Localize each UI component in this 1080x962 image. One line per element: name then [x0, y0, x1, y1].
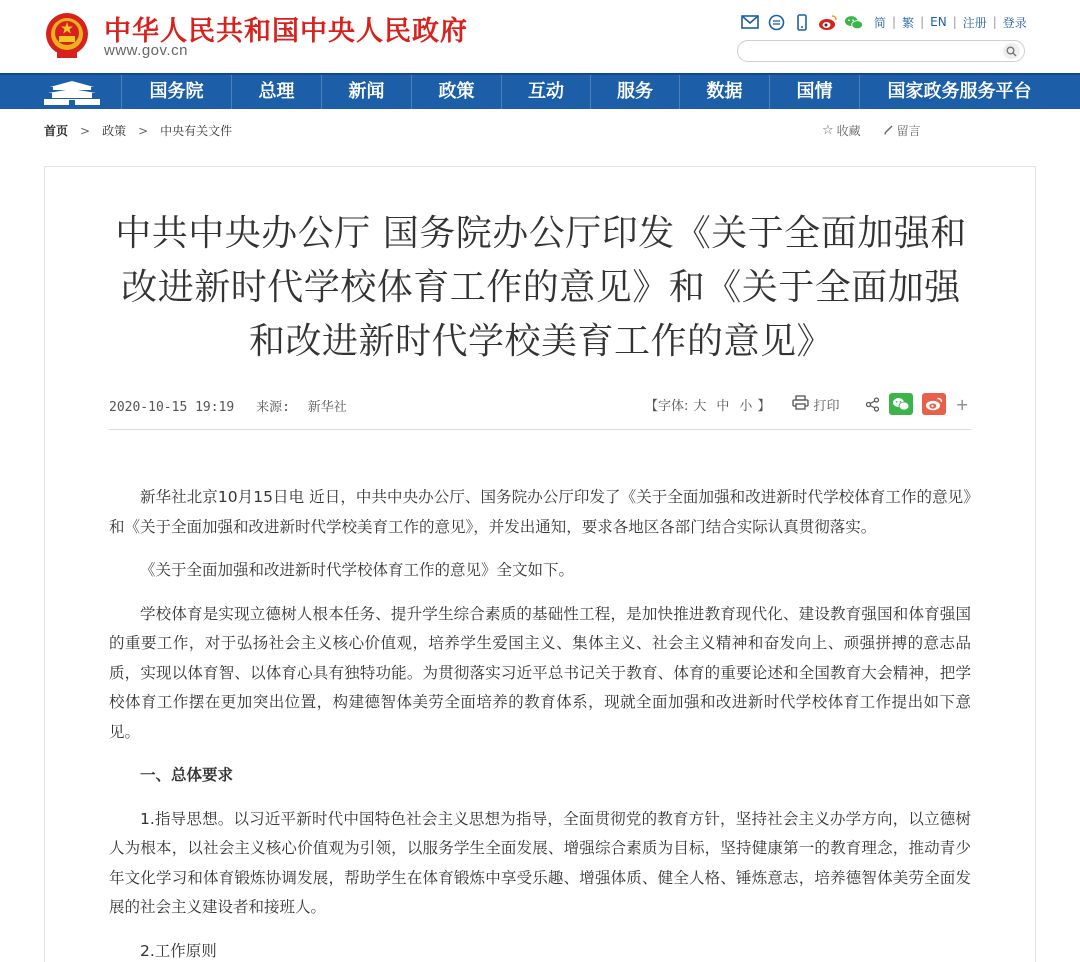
print-button[interactable] [792, 395, 839, 414]
chevron-right-icon: > [80, 123, 91, 138]
title-line: 改进新时代学校体育工作的意见》和《关于全面加强 [121, 267, 961, 308]
site-title[interactable]: 中华人民共和国中央人民政府 [104, 16, 468, 47]
source-label: 来源: [256, 400, 290, 415]
main-nav [0, 73, 1080, 109]
share-wechat-icon[interactable] [889, 393, 913, 415]
paragraph: 2.工作原则 [140, 941, 217, 960]
weibo-icon[interactable] [818, 12, 838, 32]
paragraph: 《关于全面加强和改进新时代学校体育工作的意见》全文如下。 [140, 561, 575, 579]
meta-divider [109, 429, 971, 430]
font-size-medium[interactable]: 中 [716, 398, 730, 414]
pencil-icon [883, 124, 894, 138]
article-meta [109, 396, 347, 415]
nav-item-premier[interactable]: 总理 [231, 75, 321, 109]
paragraph: 学校体育是实现立德树人根本任务、提升学生综合素质的基础性工程，是加快推进教育现代化、建设教育强国和体育强国的重要工作，对于弘扬社会主义核心价值观，培养学生爱国主义、集体主义、社会主义精神和奋发向上、顽强拼搏的意志品质，实现以体育智、以体育心具有独特功能。为贯彻落实习近平总书记关于教育、体育的重要论述和全国教育大会精神，把学校体育工作摆在更加突出位置，构建德智体美劳全面培养的教育体系，现就全面加强和改进新时代学校体育工作提出如下意见。 [109, 604, 971, 741]
nav-item-gov-service-platform[interactable]: 国家政务服务平台 [859, 75, 1059, 109]
mobile-icon[interactable] [792, 12, 812, 32]
font-size-small[interactable]: 小 [739, 398, 753, 414]
font-size-control [645, 395, 770, 414]
font-size-large[interactable]: 大 [693, 398, 707, 414]
paragraph: 新华社北京10月15日电 近日，中共中央办公厅、国务院办公厅印发了《关于全面加强和改进新时代学校体育工作的意见》和《关于全面加强和改进新时代学校美育工作的意见》，并发出通知，要求各地区各部门结合实际认真贯彻落实。 [109, 488, 971, 536]
breadcrumb [44, 122, 232, 139]
breadcrumb-policy[interactable]: 政策 [102, 124, 127, 138]
separator: | [920, 15, 925, 29]
top-tools [740, 11, 1027, 33]
comment-button[interactable] [883, 122, 921, 139]
lang-simplified[interactable]: 简 [874, 15, 887, 30]
section-heading: 一、总体要求 [140, 766, 234, 784]
lang-english[interactable]: EN [930, 15, 947, 29]
share-more-button[interactable]: + [955, 394, 969, 414]
article-body [109, 483, 971, 962]
message-icon[interactable] [766, 12, 786, 32]
search-input[interactable] [748, 43, 988, 59]
wechat-icon[interactable] [844, 12, 864, 32]
nav-item-services[interactable]: 服务 [590, 75, 679, 109]
title-line: 和改进新时代学校美育工作的意见》 [248, 321, 833, 362]
article-tools [645, 393, 969, 415]
chevron-right-icon: > [138, 123, 149, 138]
national-emblem-icon[interactable] [44, 10, 90, 60]
publish-datetime: 2020-10-15 19:19 [109, 400, 235, 415]
print-label: 打印 [813, 398, 840, 414]
breadcrumb-home[interactable]: 首页 [44, 124, 69, 138]
article-title [105, 207, 977, 369]
search-icon[interactable] [1003, 43, 1020, 59]
separator: | [952, 15, 957, 29]
source-value: 新华社 [307, 400, 347, 415]
separator: | [892, 15, 897, 29]
site-url[interactable]: www.gov.cn [104, 42, 188, 59]
star-icon: ☆ [822, 123, 834, 138]
nav-item-policy[interactable]: 政策 [411, 75, 501, 109]
share-weibo-icon[interactable] [922, 393, 946, 415]
nav-item-interaction[interactable]: 互动 [501, 75, 590, 109]
tiananmen-logo-icon[interactable] [40, 79, 104, 107]
site-header [0, 0, 1080, 73]
paragraph: 1.指导思想。以习近平新时代中国特色社会主义思想为指导，全面贯彻党的教育方针，坚持社会主义办学方向，以立德树人为根本，以社会主义核心价值观为引领，以服务学生全面发展、增强综合素质为目标，坚持健康第一的教育理念，推动青少年文化学习和体育锻炼协调发展，帮助学生在体育锻炼中享受乐趣、增强体质、健全人格、锤炼意志，培养德智体美劳全面发展的社会主义建设者和接班人。 [109, 809, 971, 916]
lang-traditional[interactable]: 繁 [902, 15, 915, 30]
mail-icon[interactable] [740, 12, 760, 32]
printer-icon [792, 395, 809, 414]
login-link[interactable]: 登录 [1002, 15, 1027, 30]
nav-item-national-info[interactable]: 国情 [769, 75, 859, 109]
favorite-label: 收藏 [836, 124, 861, 138]
register-link[interactable]: 注册 [962, 15, 987, 30]
favorite-button[interactable] [822, 122, 861, 139]
language-links [874, 14, 1027, 31]
separator: | [992, 15, 997, 29]
font-size-close-bracket: 】 [757, 398, 771, 414]
nav-item-news[interactable]: 新闻 [321, 75, 411, 109]
title-line: 中共中央办公厅 国务院办公厅印发《关于全面加强和 [115, 213, 967, 254]
search-box [737, 40, 1025, 62]
article-container [44, 166, 1036, 962]
nav-item-state-council[interactable]: 国务院 [121, 75, 231, 109]
share-icon[interactable] [865, 397, 880, 412]
nav-item-data[interactable]: 数据 [679, 75, 769, 109]
font-size-label: 【字体: [645, 398, 689, 414]
page-tools [822, 122, 943, 139]
breadcrumb-central-documents[interactable]: 中央有关文件 [160, 124, 233, 138]
comment-label: 留言 [896, 124, 921, 138]
